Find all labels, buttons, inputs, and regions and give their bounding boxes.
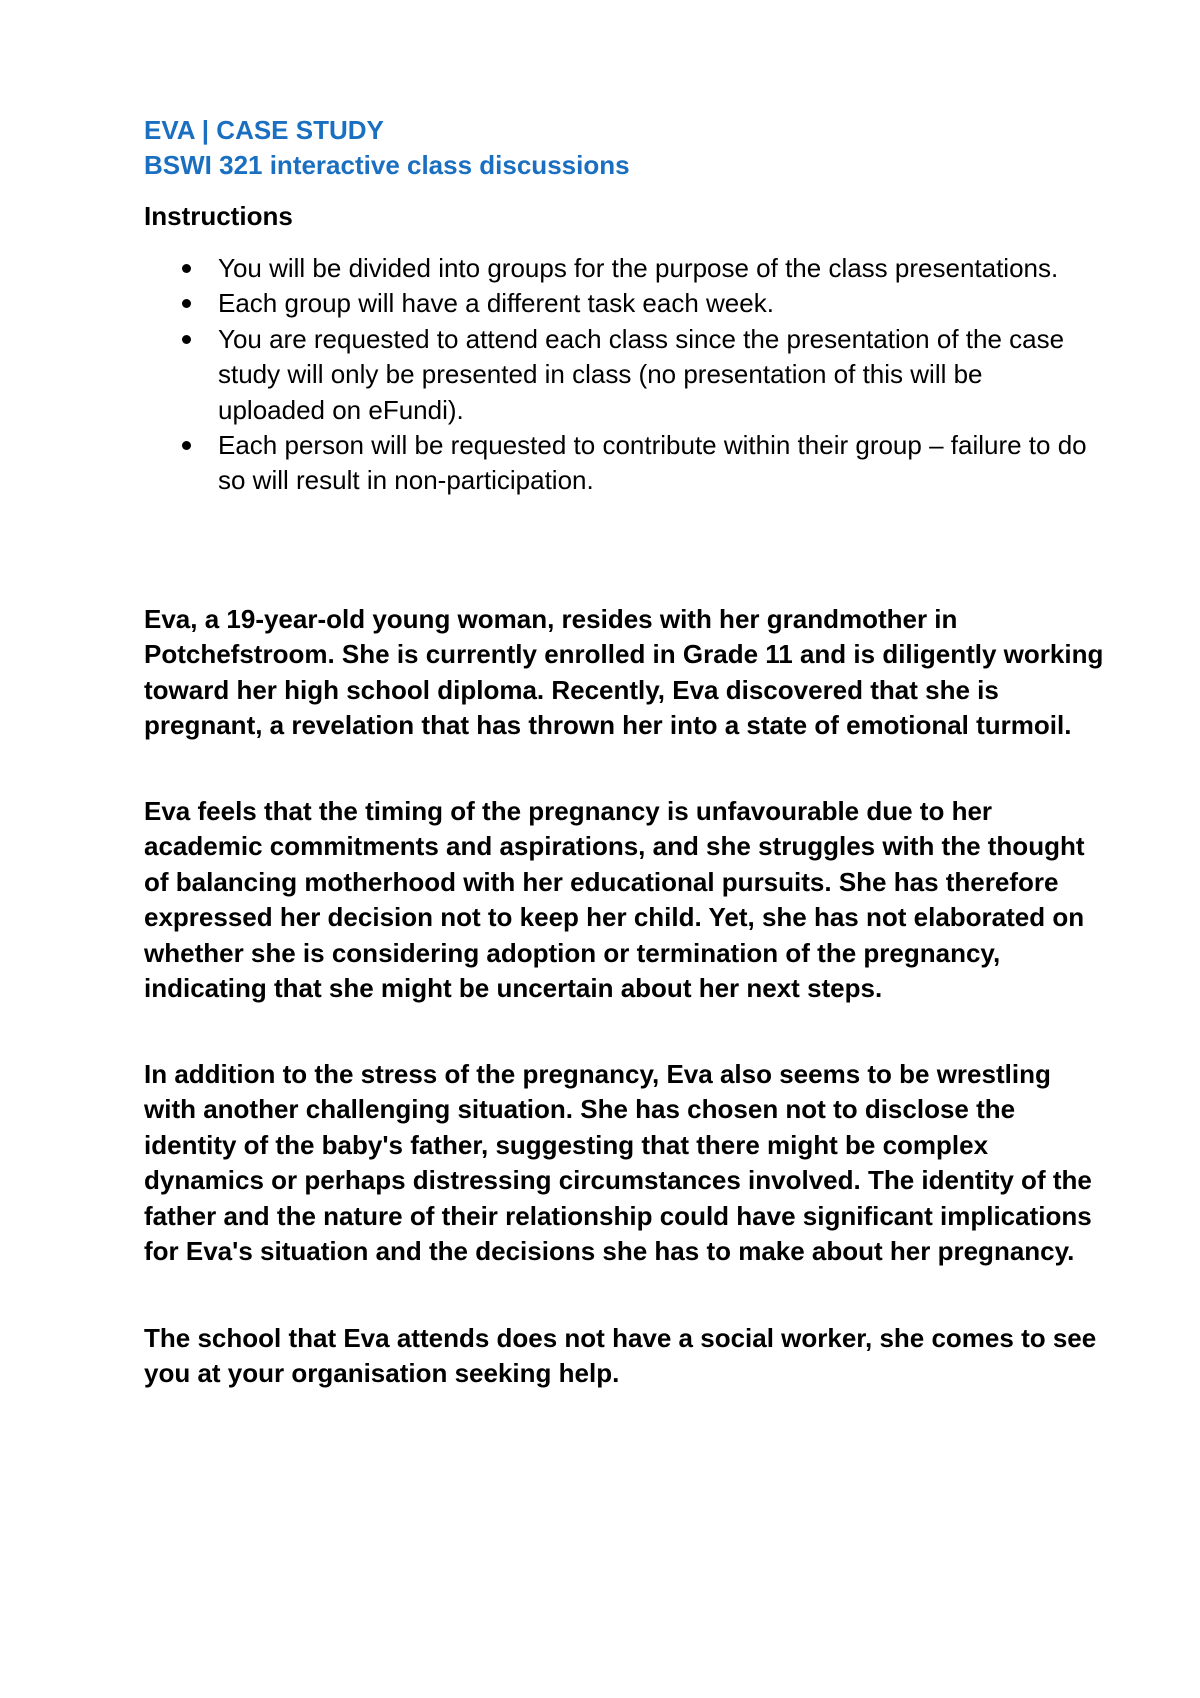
case-paragraph: Eva feels that the timing of the pregnancy is unfavourable due to her academic commitments and aspirations, and she struggles with the thought of balancing motherhood with her educational pursuits. She has therefore expressed her decision not to keep her child. Yet, she has not elaborated on whether she is considering adoption or termination of the pregnancy, indicating that she might be uncertain about her next steps. — [144, 796, 1085, 1004]
instructions-list — [144, 251, 1090, 499]
bullet-icon — [182, 335, 191, 344]
instructions-heading: Instructions — [144, 201, 293, 231]
instruction-item — [144, 286, 1090, 321]
instruction-item — [144, 322, 1090, 428]
instruction-text: You will be divided into groups for the purpose of the class presentations. — [218, 253, 1059, 283]
instruction-text: You are requested to attend each class since the presentation of the case study will only be presented in class (no presentation of this will be uploaded on eFundi). — [218, 323, 1065, 425]
case-paragraph: Eva, a 19-year-old young woman, resides with her grandmother in Potchefstroom. She is currently enrolled in Grade 11 and is diligently working toward her high school diploma. Recently, Eva discovered that she is pregnant, a revelation that has thrown her into a state of emotional turmoil. — [144, 604, 1104, 741]
bullet-icon — [182, 441, 191, 450]
instruction-text: Each person will be requested to contribute within their group – failure to do so will result in non-participation. — [218, 430, 1087, 496]
bullet-icon — [182, 264, 191, 273]
instruction-item — [144, 251, 1090, 286]
case-paragraph: The school that Eva attends does not have a social worker, she comes to see you at your organisation seeking help. — [144, 1323, 1097, 1389]
instruction-text: Each group will have a different task each week. — [218, 288, 774, 319]
bullet-icon — [182, 299, 191, 308]
document-subtitle: BSWI 321 interactive class discussions — [144, 150, 630, 180]
document-title: EVA | CASE STUDY — [144, 115, 384, 145]
case-paragraph: In addition to the stress of the pregnancy, Eva also seems to be wrestling with another challenging situation. She has chosen not to disclose the identity of the baby's father, suggesting that there might be complex dynamics or perhaps distressing circumstances involved. The identity of the father and the nature of their relationship could have significant implications for Eva's situation and the decisions she has to make about her pregnancy. — [144, 1059, 1092, 1267]
instruction-item — [144, 428, 1090, 499]
